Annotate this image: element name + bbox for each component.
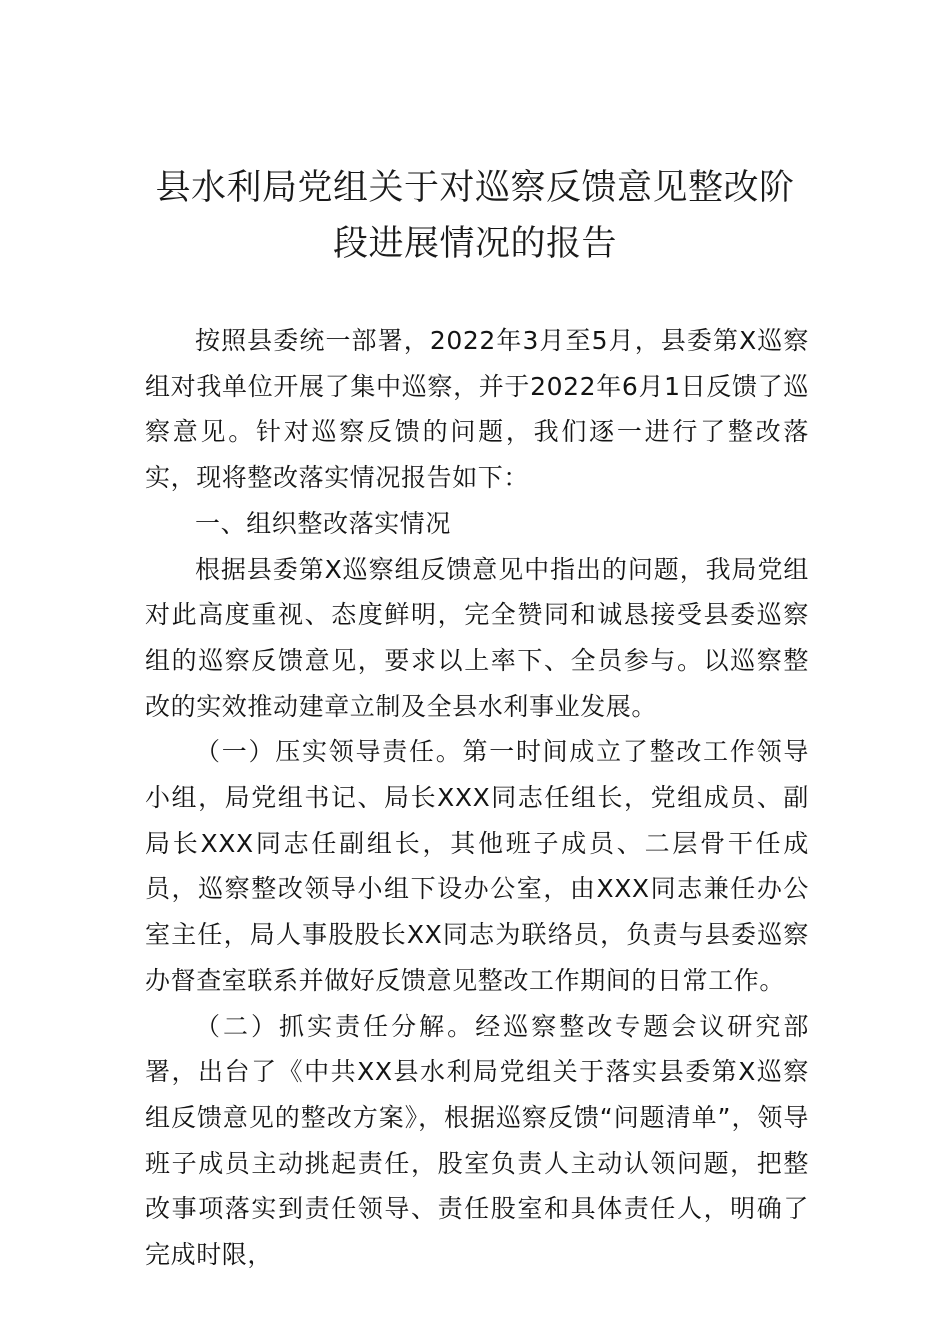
paragraph-overview: 根据县委第X巡察组反馈意见中指出的问题，我局党组对此高度重视、态度鲜明，完全赞同和诚恳接受县委巡察组的巡察反馈意见，要求以上率下、全员参与。以巡察整改的实效推动建章立制及全县水利事业发展。 <box>145 554 809 721</box>
section-heading-1: 一、组织整改落实情况 <box>195 508 452 538</box>
paragraph-leadership: （一）压实领导责任。第一时间成立了整改工作领导小组，局党组书记、局长XXX同志任组长，党组成员、副局长XXX同志任副组长，其他班子成员、二层骨干任成员，巡察整改领导小组下设办公室，由XXX同志兼任办公室主任，局人事股股长XX同志为联络员，负责与县委巡察办督查室联系并做好反馈意见整改工作期间的日常工作。 <box>145 737 809 995</box>
paragraph-responsibility: （二）抓实责任分解。经巡察整改专题会议研究部署，出台了《中共XX县水利局党组关于落实县委第X巡察组反馈意见的整改方案》，根据巡察反馈“问题清单”，领导班子成员主动挑起责任，股室负责人主动认领问题，把整改事项落实到责任领导、责任股室和具体责任人，明确了完成时限， <box>145 1011 809 1270</box>
document-title <box>145 160 805 272</box>
document-body <box>145 318 809 1278</box>
title-line-2: 段进展情况的报告 <box>332 224 617 264</box>
paragraph-intro: 按照县委统一部署，2022年3月至5月，县委第X巡察组对我单位开展了集中巡察，并于2022年6月1日反馈了巡察意见。针对巡察反馈的问题，我们逐一进行了整改落实，现将整改落实情况报告如下： <box>145 326 809 493</box>
title-line-1: 县水利局党组关于对巡察反馈意见整改阶 <box>155 168 795 208</box>
